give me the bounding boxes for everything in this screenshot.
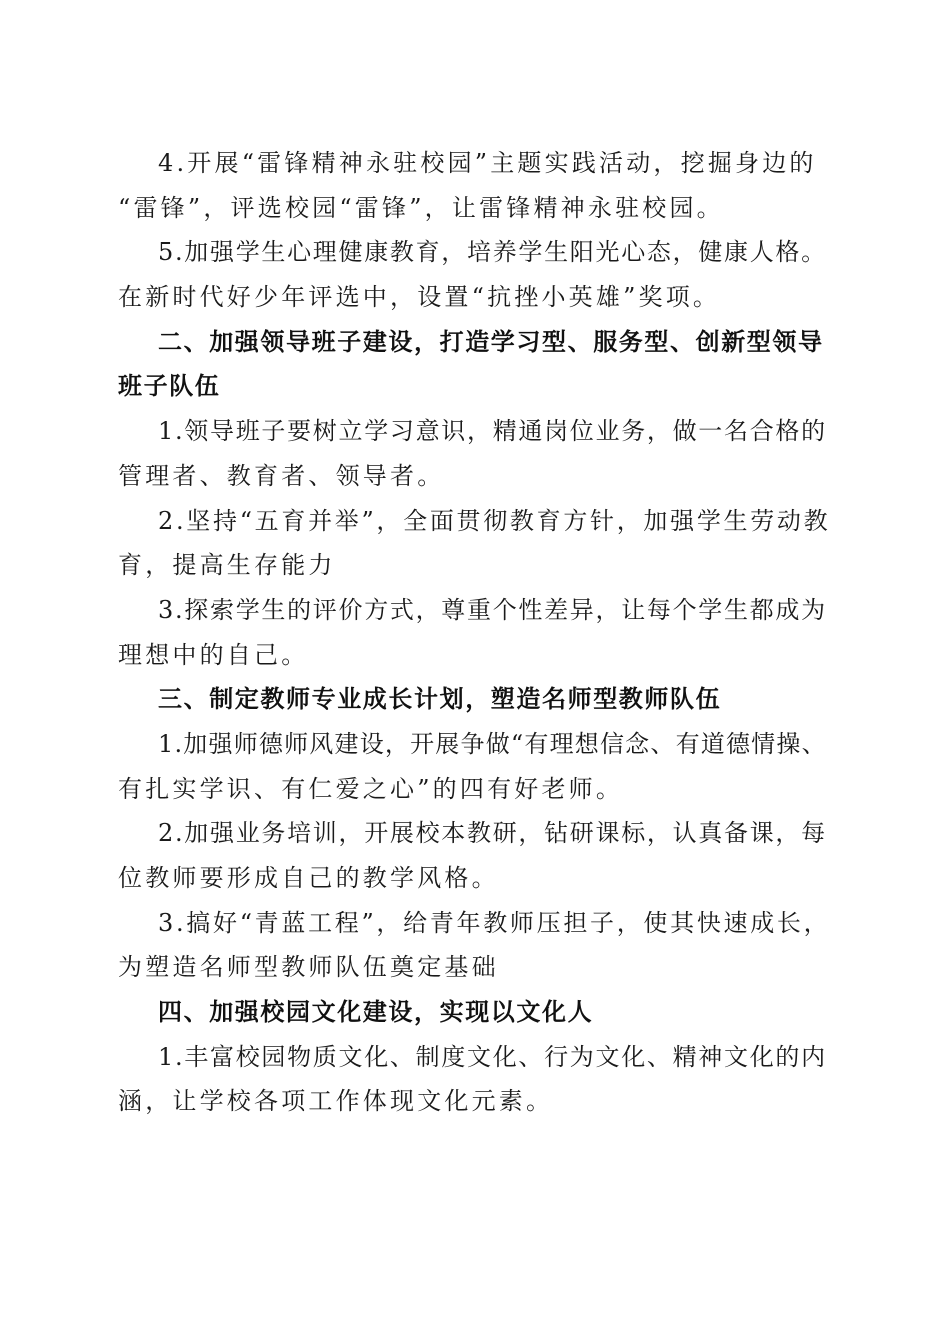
body-line: 3.搞好“青蓝工程”，给青年教师压担子，使其快速成长， (158, 908, 831, 937)
body-line: 1.丰富校园物质文化、制度文化、行为文化、精神文化的内 (158, 1042, 827, 1071)
body-line: 在新时代好少年评选中，设置“抗挫小英雄”奖项。 (118, 283, 721, 312)
document-body (118, 141, 830, 1124)
body-line: 2.坚持“五育并举”，全面贯彻教育方针，加强学生劳动教 (158, 506, 831, 535)
section-heading: 三、制定教师专业成长计划，塑造名师型教师队伍 (158, 685, 722, 714)
body-line: 1.领导班子要树立学习意识，精通岗位业务，做一名合格的 (158, 417, 827, 446)
body-line: 3.探索学生的评价方式，尊重个性差异，让每个学生都成为 (158, 595, 827, 624)
body-line: 涵，让学校各项工作体现文化元素。 (118, 1087, 554, 1116)
section-heading: 四、加强校园文化建设，实现以文化人 (158, 998, 594, 1027)
body-line: 2.加强业务培训，开展校本教研，钻研课标，认真备课，每 (158, 819, 827, 848)
section-heading: 班子队伍 (118, 372, 221, 401)
body-line: 位教师要形成自己的教学风格。 (118, 864, 499, 892)
body-line: 4.开展“雷锋精神永驻校园”主题实践活动，挖掘身边的 (158, 149, 817, 177)
body-line: 5.加强学生心理健康教育，培养学生阳光心态，健康人格。 (158, 238, 827, 267)
body-line: 为塑造名师型教师队伍奠定基础 (118, 953, 499, 982)
body-line: 1.加强师德师风建设，开展争做“有理想信念、有道德情操、 (158, 729, 827, 758)
body-line: “雷锋”，评选校园“雷锋”，让雷锋精神永驻校园。 (118, 193, 724, 222)
body-line: 管理者、教育者、领导者。 (118, 461, 445, 490)
body-line: 育，提高生存能力 (118, 551, 336, 580)
body-line: 有扎实学识、有仁爱之心”的四有好老师。 (118, 774, 624, 803)
body-line: 理想中的自己。 (118, 640, 309, 669)
section-heading: 二、加强领导班子建设，打造学习型、服务型、创新型领导 (158, 327, 824, 356)
